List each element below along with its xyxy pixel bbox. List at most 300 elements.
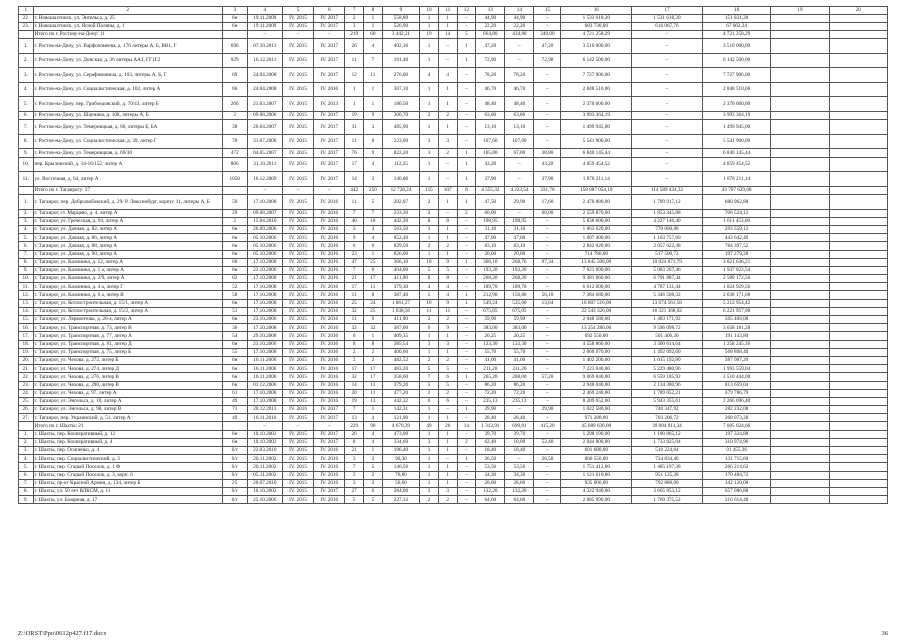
table-cell: 17.10.2008 <box>247 348 282 356</box>
table-cell: – <box>632 172 703 187</box>
table-cell: 36 <box>222 324 247 332</box>
table-cell: 6 <box>345 242 364 250</box>
table-cell: 7. <box>19 120 34 135</box>
table-row <box>19 172 888 187</box>
table-cell: 3 <box>345 225 364 233</box>
table-cell: 202,07 <box>382 194 419 209</box>
table-cell: г. Шахты, пер. Старый Поселок, д. 1 Ф <box>33 463 222 471</box>
table-cell: 17 <box>364 373 383 381</box>
table-cell: 28,40 <box>505 414 534 422</box>
table-cell: 16. <box>19 324 34 332</box>
table-cell: – <box>438 157 457 172</box>
table-cell <box>771 455 829 463</box>
table-cell: – <box>457 332 476 340</box>
table-cell: 17.10.2008 <box>247 258 282 266</box>
table-cell: IV. 2015 <box>282 471 313 479</box>
table-cell: 501 406,20 <box>632 332 703 340</box>
table-cell: 2 <box>345 471 364 479</box>
table-cell: 379,30 <box>382 283 419 291</box>
table-cell: – <box>534 348 561 356</box>
table-cell: 29,90 <box>476 406 505 414</box>
header-cell: 8 <box>364 7 383 15</box>
table-cell: 1 <box>420 463 439 471</box>
table-cell: 6н <box>222 373 247 381</box>
table-cell: 1 <box>364 406 383 414</box>
table-cell: 05.10.2006 <box>247 242 282 250</box>
table-cell: 268 073,28 <box>702 414 771 422</box>
table-row <box>19 242 888 250</box>
table-row <box>19 68 888 83</box>
table-cell: 55,70 <box>505 348 534 356</box>
table-cell: 17.10.2008 <box>247 324 282 332</box>
table-row <box>19 275 888 283</box>
table-cell: – <box>534 381 561 389</box>
table-cell: 6н <box>222 438 247 446</box>
table-cell: 6 <box>364 487 383 495</box>
table-cell: 11 <box>345 53 364 68</box>
table-cell: IV. 2016 <box>314 209 345 217</box>
table-cell: 72,20 <box>476 389 505 397</box>
table-cell: 55,70 <box>476 348 505 356</box>
table-cell: – <box>457 430 476 438</box>
header-cell: 5 <box>282 7 313 15</box>
table-cell: 13. <box>19 299 34 307</box>
table-cell: – <box>534 397 561 405</box>
table-cell: 2 <box>222 112 247 120</box>
table-cell: – <box>534 82 561 97</box>
table-cell: – <box>505 39 534 54</box>
table-cell <box>829 438 887 446</box>
table-cell: 358,60 <box>382 373 419 381</box>
table-cell: 5 <box>438 381 457 389</box>
table-cell: 9 <box>438 258 457 266</box>
table-cell: 9. <box>19 149 34 157</box>
table-cell: – <box>438 406 457 414</box>
table-cell: 9 381 060,00 <box>561 275 632 283</box>
table-cell: 2 <box>438 112 457 120</box>
table-cell: 180,50 <box>382 97 419 112</box>
table-row <box>19 258 888 266</box>
table-cell: 6н <box>222 234 247 242</box>
header-cell: 14 <box>505 7 534 15</box>
table-cell: г. Таганрог, ул. Энгельса, д. 10, литер А <box>33 397 222 405</box>
table-cell: 27 <box>345 487 364 495</box>
table-cell: 784 397,52 <box>702 242 771 250</box>
table-cell: 3 510 000,00 <box>702 39 771 54</box>
table-cell: IV. 2016 <box>314 307 345 315</box>
table-cell: 683 730,00 <box>561 22 632 30</box>
page-number: 36 <box>881 630 888 637</box>
table-cell: г. Таганрог, ул. Энгельса, д. 98, литер В <box>33 406 222 414</box>
table-cell: 4 <box>364 414 383 422</box>
table-cell <box>829 157 887 172</box>
table-cell: 18. <box>19 340 34 348</box>
table-cell: – <box>534 120 561 135</box>
table-cell: IV. 2015 <box>282 487 313 495</box>
table-cell <box>19 422 34 430</box>
table-cell: 3 <box>364 479 383 487</box>
table-cell <box>771 234 829 242</box>
table-cell: 866 550,00 <box>561 455 632 463</box>
table-cell: IV. 2017 <box>314 172 345 187</box>
table-cell: 233,30 <box>382 209 419 217</box>
table-cell: 17,60 <box>534 194 561 209</box>
table-cell: г. Шахты, пр-кт Красной Армии, д. 134, литер Б <box>33 479 222 487</box>
table-row <box>19 365 888 373</box>
table-cell: 18 807 516,00 <box>561 299 632 307</box>
table-cell <box>771 157 829 172</box>
table-cell: IV. 2015 <box>282 149 313 157</box>
table-cell <box>771 496 829 504</box>
table-cell: 2. <box>19 209 34 217</box>
table-cell: 3 <box>420 134 439 149</box>
table-cell: 935 000,00 <box>561 479 632 487</box>
table-row <box>19 157 888 172</box>
table-cell: – <box>282 30 313 38</box>
table-cell: 46,70 <box>476 82 505 97</box>
table-cell: 27. <box>19 414 34 422</box>
table-cell: IV. 2016 <box>314 479 345 487</box>
table-cell: 1 <box>438 430 457 438</box>
table-cell: 49 <box>222 414 247 422</box>
table-cell: 142,31 <box>382 406 419 414</box>
table-cell: 39 084 011,34 <box>632 422 703 430</box>
table-cell: 3 442,21 <box>382 30 419 38</box>
table-cell: IV. 2013 <box>314 97 345 112</box>
header-cell: 7 <box>345 7 364 15</box>
table-cell: 4 <box>438 68 457 83</box>
table-cell: 20. <box>19 356 34 364</box>
table-cell: г. Таганрог, ул. Калинина, д. 6 а, литер В <box>33 291 222 299</box>
table-cell <box>829 381 887 389</box>
table-cell: – <box>632 120 703 135</box>
table-cell <box>222 186 247 194</box>
table-cell: 198,95 <box>505 217 534 225</box>
table-cell: 69 <box>222 68 247 83</box>
table-cell: – <box>505 209 534 217</box>
table-cell: 16.12.2011 <box>247 53 282 68</box>
table-cell: IV. 2016 <box>314 283 345 291</box>
table-cell: 15. <box>19 316 34 324</box>
table-cell: IV. 2015 <box>282 14 313 22</box>
table-cell: IV. 2016 <box>314 82 345 97</box>
table-cell: 7 <box>345 406 364 414</box>
table-cell: 227,33 <box>382 496 419 504</box>
header-cell: 6 <box>314 7 345 15</box>
table-cell: 2 370 600,00 <box>702 97 771 112</box>
table-cell: 2 <box>457 438 476 446</box>
table-cell: 83,10 <box>505 242 534 250</box>
table-cell: 11 <box>364 68 383 83</box>
table-cell: 1 <box>438 14 457 22</box>
table-cell: 2 <box>420 209 439 217</box>
table-cell: 240,00 <box>534 30 561 38</box>
table-cell: 792 880,00 <box>632 479 703 487</box>
table-cell: 1 485 197,38 <box>632 463 703 471</box>
table-cell: 235,13 <box>505 397 534 405</box>
table-cell: 1 <box>457 455 476 463</box>
table-cell <box>771 487 829 495</box>
table-cell: 53,56 <box>476 463 505 471</box>
table-cell: IV. 2017 <box>314 39 345 54</box>
table-cell: 16 321 368,02 <box>632 307 703 315</box>
table-cell: 2 <box>345 348 364 356</box>
table-cell: 9 596 098,72 <box>632 324 703 332</box>
table-cell: – <box>534 463 561 471</box>
table-cell <box>771 463 829 471</box>
table-cell: 9 <box>364 316 383 324</box>
table-cell: 5. <box>19 463 34 471</box>
table-cell: 47,20 <box>534 39 561 54</box>
table-row <box>19 112 888 120</box>
table-cell: 17.10.2008 <box>247 283 282 291</box>
table-cell: IV. 2017 <box>314 22 345 30</box>
table-cell: 1 <box>420 430 439 438</box>
table-cell: – <box>632 112 703 120</box>
table-cell: 132,20 <box>505 487 534 495</box>
table-cell: 1 <box>364 250 383 258</box>
table-cell: 4 859 454,52 <box>561 157 632 172</box>
table-cell: 1 <box>457 373 476 381</box>
table-cell: пер. Крылинский, д. 14-16/152, литер А <box>33 157 222 172</box>
table-cell: 17.10.2008 <box>247 389 282 397</box>
table-cell: 517 500,72 <box>632 250 703 258</box>
table-cell <box>829 22 887 30</box>
table-cell: 5 <box>438 266 457 274</box>
table-cell: 387,40 <box>382 291 419 299</box>
table-cell: 383,00 <box>476 324 505 332</box>
table-cell: – <box>632 39 703 54</box>
table-cell: 1 <box>457 149 476 157</box>
table-cell: 1 <box>364 97 383 112</box>
table-cell: 6н <box>222 356 247 364</box>
table-row <box>19 266 888 274</box>
table-cell: – <box>534 356 561 364</box>
table-cell: 12 728,24 <box>382 186 419 194</box>
table-cell: – <box>457 68 476 83</box>
table-cell: 1 <box>420 234 439 242</box>
table-cell: 14. <box>19 307 34 315</box>
table-cell: 13,10 <box>476 120 505 135</box>
header-cell: 10 <box>420 7 439 15</box>
table-cell: IV. 2015 <box>282 447 313 455</box>
table-cell: 5 <box>420 365 439 373</box>
table-cell: 3 <box>438 134 457 149</box>
table-cell: – <box>505 172 534 187</box>
table-cell: 05.11.2002 <box>247 471 282 479</box>
table-cell: 2 044 800,00 <box>561 438 632 446</box>
table-cell: – <box>632 134 703 149</box>
table-cell: 2 510 444,08 <box>702 373 771 381</box>
table-cell: г. Таганрог, ул. Чехова, д. 290, литер В <box>33 381 222 389</box>
table-cell: – <box>457 340 476 348</box>
table-cell: 34,30 <box>476 471 505 479</box>
table-cell: 107,60 <box>476 134 505 149</box>
table-cell: 13,10 <box>505 120 534 135</box>
table-cell: 28,60 <box>476 479 505 487</box>
table-cell: 829,50 <box>382 242 419 250</box>
table-cell: 5 <box>364 194 383 209</box>
table-cell: 5 <box>420 291 439 299</box>
table-cell: 1 <box>457 53 476 68</box>
table-cell: 4 <box>364 157 383 172</box>
table-cell: 2 134 380,96 <box>632 381 703 389</box>
table-cell: 2 848 510,00 <box>702 82 771 97</box>
table-cell: 10.10.2002 <box>247 438 282 446</box>
table-cell: 01.12.2006 <box>247 381 282 389</box>
table-cell: – <box>247 30 282 38</box>
table-cell: 43,20 <box>534 157 561 172</box>
table-cell: 3 993 364,19 <box>561 112 632 120</box>
table-cell <box>771 68 829 83</box>
table-cell: 10. <box>19 275 34 283</box>
table-cell <box>829 283 887 291</box>
table-cell <box>771 316 829 324</box>
table-cell: 07.10.2011 <box>247 39 282 54</box>
table-row <box>19 14 888 22</box>
table-cell: 211,20 <box>476 365 505 373</box>
table-cell: – <box>457 463 476 471</box>
table-cell: г. Ростов-на-Дону, ул. Варфоломеева, д. 176 литеры А, Б, ВВ1, Г <box>33 39 222 54</box>
table-cell: 14 <box>345 381 364 389</box>
table-cell: 197 324,88 <box>702 430 771 438</box>
table-cell: 1 <box>438 22 457 30</box>
table-cell: IV. 2015 <box>282 389 313 397</box>
table-cell: 26. <box>19 406 34 414</box>
table-cell: 3. <box>19 447 34 455</box>
table-cell: 510 224,64 <box>632 447 703 455</box>
table-cell: г. Таганрог, ул. Транспортная, д. 77, литер А <box>33 332 222 340</box>
table-cell: 1 <box>438 348 457 356</box>
header-cell: 13 <box>476 7 505 15</box>
table-cell: 1 <box>438 97 457 112</box>
table-cell: 1 <box>438 234 457 242</box>
table-cell: 7 727 906,00 <box>561 68 632 83</box>
table-cell: IV. 2015 <box>282 356 313 364</box>
table-cell: 443 642,40 <box>702 234 771 242</box>
table-cell: IV. 2016 <box>314 373 345 381</box>
table-cell: 2 <box>364 356 383 364</box>
table-cell <box>829 172 887 187</box>
table-cell: г. Новошахтинск, ул. Энгельса, д. 25 <box>33 14 222 22</box>
table-cell: 6 <box>345 332 364 340</box>
table-cell: 400,60 <box>382 348 419 356</box>
table-cell: 379,20 <box>382 381 419 389</box>
table-cell: г. Таганрог, ул. Дачная, д. 82, литер А <box>33 225 222 233</box>
table-cell: IV. 2016 <box>314 217 345 225</box>
table-cell: – <box>505 455 534 463</box>
table-cell <box>771 242 829 250</box>
table-cell: 22,20 <box>505 22 534 30</box>
table-cell: 1 <box>438 120 457 135</box>
table-cell <box>771 82 829 97</box>
table-row <box>19 283 888 291</box>
table-cell: Итого по г. Ростову-на-Дону: 11 <box>33 30 222 38</box>
table-cell: IV. 2016 <box>314 447 345 455</box>
table-cell <box>771 471 829 479</box>
table-cell: г. Новошахтинск, ул. Ясной Поляны, д. 1 <box>33 22 222 30</box>
table-cell <box>771 14 829 22</box>
table-cell: 1 <box>438 225 457 233</box>
table-cell: 3 510 000,00 <box>561 39 632 54</box>
table-cell: 09.08.2007 <box>247 209 282 217</box>
table-cell: IV. 2015 <box>282 291 313 299</box>
table-cell: – <box>457 471 476 479</box>
table-cell: 6/г <box>222 471 247 479</box>
table-cell: 31.07.2008 <box>247 134 282 149</box>
table-cell <box>829 250 887 258</box>
table-cell: 1. <box>19 430 34 438</box>
table-cell: – <box>282 422 313 430</box>
table-cell: 1 <box>420 406 439 414</box>
table-cell: – <box>457 22 476 30</box>
table-cell <box>829 134 887 149</box>
table-cell: 806 <box>222 157 247 172</box>
table-cell: г. Шахты, пер. Кооперативный, д. 4 <box>33 438 222 446</box>
table-cell: – <box>632 82 703 97</box>
header-cell: 12 <box>457 7 476 15</box>
table-cell: 477,20 <box>382 389 419 397</box>
table-cell: 1. <box>19 39 34 54</box>
table-row <box>19 225 888 233</box>
table-cell: 22 543 326,00 <box>561 307 632 315</box>
table-cell: г. Ростов-на-Дону, ул. Социалистическая, д. 39, литер Г <box>33 134 222 149</box>
table-cell: 229 <box>345 422 364 430</box>
table-cell: 21. <box>19 365 34 373</box>
table-row <box>19 234 888 242</box>
table-cell: 7 005 624,66 <box>702 422 771 430</box>
table-cell: 1 <box>420 172 439 187</box>
table-cell: 5 943 355,61 <box>632 397 703 405</box>
table-cell <box>771 134 829 149</box>
table-cell: IV. 2015 <box>282 332 313 340</box>
table-cell: – <box>457 348 476 356</box>
table-cell: 6 <box>364 266 383 274</box>
table-cell: 16.11.2006 <box>247 356 282 364</box>
table-cell: 657 086,88 <box>702 487 771 495</box>
table-cell: IV. 2015 <box>282 172 313 187</box>
table-cell: 1 <box>364 332 383 340</box>
table-cell: 235,13 <box>476 397 505 405</box>
table-cell: – <box>505 406 534 414</box>
table-cell: 17. <box>19 332 34 340</box>
table-row <box>19 471 888 479</box>
table-cell: 4 558 860,00 <box>561 340 632 348</box>
table-row <box>19 82 888 97</box>
table-cell: г. Ростов-на-Дону, ул. Шаумяна, д. 108, литеры А, Б <box>33 112 222 120</box>
table-cell: 3 300 614,64 <box>632 340 703 348</box>
table-cell: 72,20 <box>505 389 534 397</box>
table-cell: 49 <box>222 397 247 405</box>
table-cell: IV. 2016 <box>314 463 345 471</box>
table-cell: 26,50 <box>476 455 505 463</box>
table-cell <box>771 430 829 438</box>
table-cell: 2 <box>345 14 364 22</box>
table-cell: 9. <box>19 496 34 504</box>
table-cell: 316 614,48 <box>702 496 771 504</box>
table-cell <box>771 275 829 283</box>
file-path: Z:\ORST\Ppo\0612p427.f17.docx <box>18 630 107 637</box>
table-cell: 13 <box>345 414 364 422</box>
table-cell: 25 <box>364 307 383 315</box>
table-cell: 38,80 <box>534 149 561 157</box>
table-cell: г. Шахты, ул. 50 лет ВЛКСМ, д. 11 <box>33 487 222 495</box>
table-cell <box>829 463 887 471</box>
table-cell: 3 658 181,28 <box>702 324 771 332</box>
table-cell: 28.12.2011 <box>247 406 282 414</box>
table-cell: г. Таганрог, ул. Дачная, д. 90, литер А <box>33 250 222 258</box>
table-cell: 2 <box>438 389 457 397</box>
